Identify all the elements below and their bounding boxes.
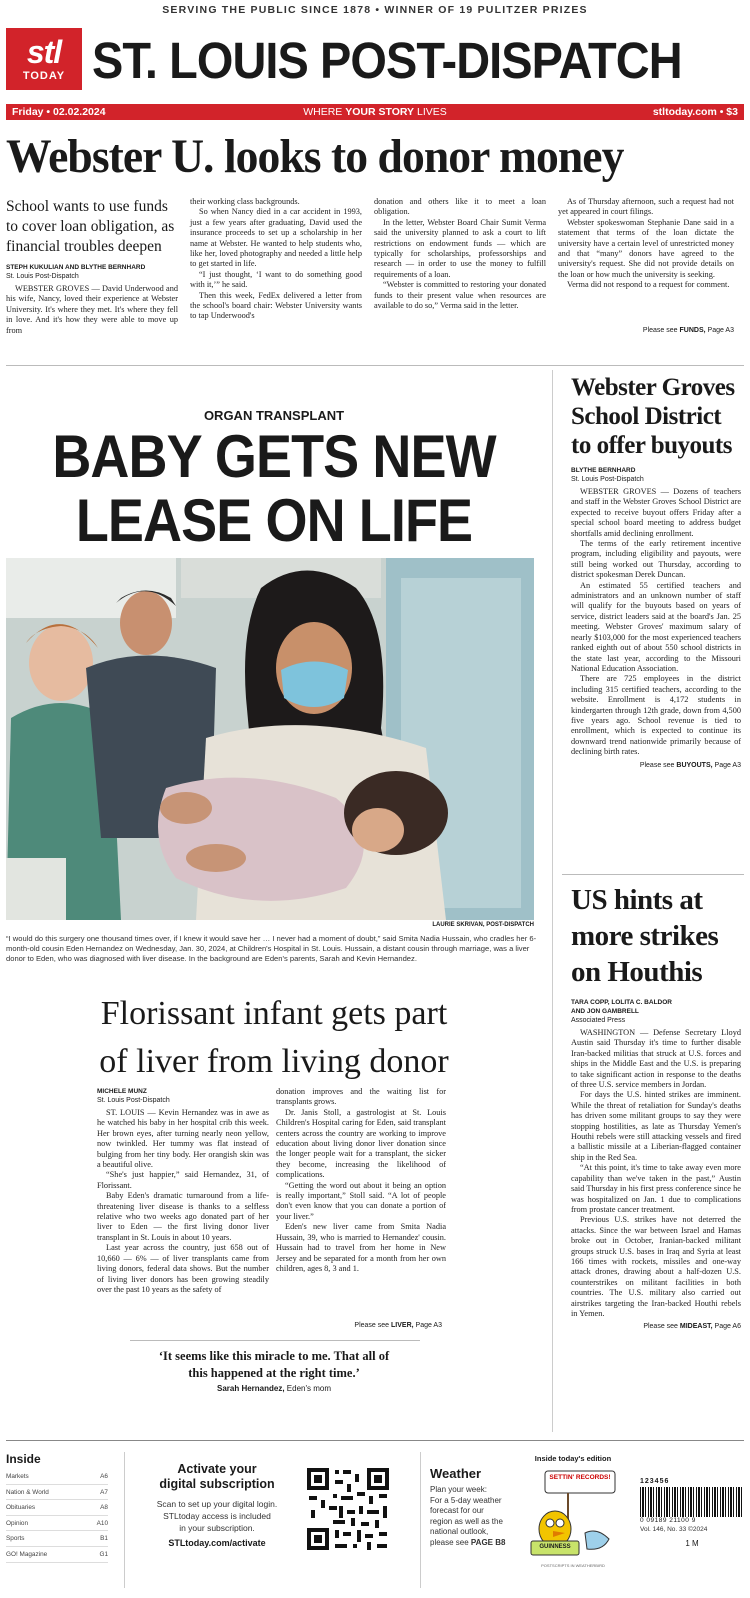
- issue-date: Friday • 02.02.2024: [12, 106, 106, 118]
- inside-index: [6, 1452, 108, 1563]
- edition-promo[interactable]: [523, 1454, 623, 1568]
- pull-quote: ‘It seems like this miracle to me. That all of this happened at the right time.’: [158, 1349, 390, 1380]
- side2-story: [571, 882, 741, 1330]
- feature-photo[interactable]: [6, 558, 534, 920]
- top-tagline: SERVING THE PUBLIC SINCE 1878 • WINNER OF 19 PULITZER PRIZES: [162, 4, 588, 16]
- edition-title: Inside today's edition: [534, 1454, 612, 1463]
- side2-body: WASHINGTON — Defense Secretary Lloyd Austin said Thursday it's time to further disable Iran-backed militias that struck at U.S. forces and ships in the Middle East and the U.S. is preparing to take significant action in response to the deaths of three U.S. service members in Jordan. For days the U.S. hinted strikes are imminent. While the threat of retaliation for Sunday's deaths has driven some militant groups to say they were stopping hostilities, as late as Thursday Yemen's Houthi rebels were still attacking vessels and fired a ballistic missile at a Liberian-flagged container ship in the Red Sea. “At this point, it's time to take away even more capability than we've taken in the past,” Austin said Thursday in his first press conference since he was hospitalized on Jan. 1 due to complications from prostate cancer treatment. Previous U.S. strikes have not deterred the attacks. Since the war between Israel and Hamas broke out in October, Iranian-backed militant groups struck U.S. bases in Iraq and Syria at least 166 times with rockets, missiles and one-way attack drones, drawing about a half-dozen U.S. counterstrikes on militant facilities in both countries. The U.S. military also carried out airstrikes targeting the Iran-backed Houthi rebels in Yemen.: [571, 1028, 741, 1318]
- index-row[interactable]: Sports B1: [6, 1531, 108, 1547]
- column-divider: [552, 370, 553, 1432]
- barcode-block: [640, 1478, 744, 1548]
- feature-subhead[interactable]: Florissant infant gets part of liver from living donor: [99, 995, 449, 1080]
- weather-text: Plan your week: For a 5-day weather forecast for our region as well as the national outlook, please see PAGE B8: [430, 1485, 506, 1547]
- lead-col2: their working class backgrounds. So when Nancy died in a car accident in 1993, just a few years after graduating, David used the insurance proceeds to set up a scholarship in her name at Webster. He wanted to help students who, like her, loved photography and needed a little help to get started in life. “I just thought, ‘I want to do something good with it,’” he said. Then this week, FedEx delivered a letter from the school's board chair: Webster University wants to tap Underwood's: [190, 197, 362, 321]
- logo-stl-text: stl: [26, 34, 62, 70]
- lead-deck: School wants to use funds to cover loan obligation, as financial troubles deepen: [6, 198, 175, 255]
- photo-credit: LAURIE SKRIVAN, POST-DISPATCH: [432, 922, 534, 928]
- feature-kicker: ORGAN TRANSPLANT: [203, 408, 345, 423]
- index-row[interactable]: Nation & World A7: [6, 1485, 108, 1501]
- feature-byline: MICHELE MUNZ: [97, 1088, 147, 1095]
- edition-caption: POSTSCRIPTS IN WEATHERBIRD: [541, 1563, 605, 1568]
- index-row[interactable]: Opinion A10: [6, 1516, 108, 1532]
- lead-col4: As of Thursday afternoon, such a request had not yet appeared in court filings. Webster spokeswoman Stephanie Dane said in a statement that terms of the loan dictate the university have a certain level of unrestricted money and that “many” donors have agreed to the university's request. She did not provide details on the loan or how much the university is seeking. Verma did not respond to a request for comment.: [558, 197, 734, 290]
- index-row[interactable]: Markets A6: [6, 1469, 108, 1485]
- quote-rule: [130, 1340, 420, 1341]
- photo-caption: “I would do this surgery one thousand times over, if I knew it would save her … I never had a moment of doubt,” said Smita Nadia Hussain, who cradles her 6-month-old cousin Eden Hernandez on Wednesday, Jan. 30, 2024, at Children's Hospital in St. Louis. Hussain, a distant cousin through marriage, was a liver donor to Eden, who was diagnosed with liver disease. In the background are Eden's parents, Sarah and Kevin Hernandez.: [6, 934, 537, 964]
- volume-number: Vol. 146, No. 33 ©2024: [640, 1526, 708, 1533]
- tagline: WHERE YOUR STORY LIVES: [303, 106, 447, 118]
- feature-headline[interactable]: BABY GETS NEW LEASE ON LIFE: [52, 423, 496, 554]
- edition-code: 1 M: [685, 1539, 699, 1548]
- activate-title: Activate your digital subscription: [159, 1462, 275, 1491]
- activate-promo[interactable]: [132, 1462, 302, 1548]
- barcode: [640, 1487, 744, 1517]
- lead-col3: donation and others like it to meet a loan obligation. In the letter, Webster Board Chair Sumit Verma said the university planned to ask a court to lift restrictions on endowment funds — which are typically for scholarships, professorships and research — in order to use the money to fulfill requirements of a loan. “Webster is committed to restoring your donated funds to their present value when resources are available to do so,” Verma said in the letter.: [374, 197, 546, 311]
- side-divider: [562, 874, 744, 875]
- logo-today-text: TODAY: [22, 70, 66, 82]
- barcode-digits: 0 09189 21100 9: [640, 1517, 696, 1524]
- side2-byline: TARA COPP, LOLITA C. BALDOR AND JON GAMBRELL: [571, 999, 672, 1015]
- feature-byline-block: [97, 1087, 269, 1295]
- side1-affiliation: St. Louis Post-Dispatch: [571, 476, 644, 483]
- index-row[interactable]: Obituaries A8: [6, 1500, 108, 1516]
- date-bar: [6, 104, 744, 120]
- side1-byline: BLYTHE BERNHARD: [571, 467, 636, 474]
- side1-headline[interactable]: Webster Groves School District to offer buyouts: [571, 374, 735, 459]
- feature-jump[interactable]: Please see LIVER, Page A3: [354, 1322, 442, 1329]
- weather-title: Weather: [430, 1466, 482, 1481]
- footer-divider: [124, 1452, 125, 1588]
- masthead: ST. LOUIS POST-DISPATCH: [92, 32, 682, 89]
- side2-affiliation: Associated Press: [571, 1017, 626, 1024]
- lead-byline-block: [6, 263, 178, 336]
- side2-jump[interactable]: Please see MIDEAST, Page A6: [643, 1323, 741, 1331]
- lead-col1: WEBSTER GROVES — David Underwood and his wife, Nancy, loved their experience at Webster University. It's where they met. It's where they fell in love. And it's how they were able to move up from: [6, 284, 178, 335]
- feature-affiliation: St. Louis Post-Dispatch: [97, 1097, 170, 1104]
- pull-quote-attribution: Sarah Hernandez, Eden's mom: [216, 1384, 331, 1393]
- side1-body: WEBSTER GROVES — Dozens of teachers and staff in the Webster Groves School District are expected to receive buyout offers Friday after a special school board meeting to address budget shortfalls amid declining enrollment. The terms of the early retirement incentive program, including eligibility and payouts, were still being worked out Thursday, according to district spokesman Derek Duncan. An estimated 55 certified teachers and administrators and an unknown number of staff will qualify for the buyouts based on years of service, district leaders said at the board's Jan. 25 meeting. Webster Groves' maximum salary of nearly $103,000 for the most experienced teachers ranked eighth out of about 550 school districts in the state last year, according to the Missouri National Education Association. There are 725 employees in the district including 315 certified teachers, according to the website. Enrollment is 4,172 students in kindergarten through 12th grade, down from 4,500 five years ago. School revenue is tied to enrollment, which is expected to continue its downward trend nationwide primarily because of declining birth rates.: [571, 487, 741, 757]
- edition-sign: SETTIN' RECORDS!: [549, 1474, 611, 1481]
- activate-text: Scan to set up your digital login. STLtoday access is included in your subscription.: [156, 1499, 278, 1533]
- weather-promo[interactable]: [430, 1466, 515, 1548]
- side1-jump[interactable]: Please see BUYOUTS, Page A3: [639, 761, 741, 769]
- lead-jump[interactable]: Please see FUNDS, Page A3: [642, 327, 734, 334]
- section-divider: [6, 365, 744, 366]
- qr-code[interactable]: [305, 1466, 391, 1552]
- footer-divider: [420, 1452, 421, 1588]
- side1-story: [571, 373, 741, 769]
- inside-title: Inside: [6, 1452, 41, 1466]
- weatherbird-graphic: [525, 1467, 621, 1563]
- barcode-top: 123456: [640, 1478, 670, 1485]
- site-price: stltoday.com • $3: [652, 106, 738, 118]
- footer-rule: [6, 1440, 744, 1441]
- hospital-room-illustration: [6, 558, 534, 920]
- feature-col2: donation improves and the waiting list for transplants grows. Dr. Janis Stoll, a gastrologist at St. Louis Children's Hospital caring for Eden, said transplant centers across the country are working to improve education about living donor liver donation since the longer people wait for a transplant, the sicker they become, increasing the likelihood of complications. “Getting the word out about it being an option is really important,” Stoll said. “A lot of people don't even know that you can donate a portion of your liver.” Eden's new liver came from Smita Nadia Hussain, 39, who is married to Hernandez' cousin. Hussain had to travel from her home in New Jersey and be separated for a month from her own children, ages 8, 3 and 1.: [276, 1087, 446, 1273]
- activate-url[interactable]: STLtoday.com/activate: [168, 1538, 266, 1548]
- feature-col1: ST. LOUIS — Kevin Hernandez was in awe as he watched his baby in her hospital crib this week. Her brown eyes, after turning nearly neon yellow, now twinkled. Her tummy was flat instead of bulging from her tiny body. Her orangish skin was a beautiful olive. “She's just happier,” said Hernandez, 31, of Florissant. Baby Eden's dramatic turnaround from a life-threatening liver disease is thanks to a selfless relative who two weeks ago donated part of her liver to Eden — the first living donor liver transplant in St. Louis in about 10 years. Last year across the country, just 658 out of 10,660 — 6% — of liver transplants came from living donors, federal data shows. But the number of living liver donors has been growing steadily over the past 10 years as the safety of: [97, 1108, 269, 1294]
- qr-code-icon: [305, 1466, 391, 1552]
- edition-badge: GUINNESS: [539, 1544, 571, 1550]
- lead-headline[interactable]: Webster U. looks to donor money: [6, 130, 624, 183]
- stltoday-logo[interactable]: [6, 28, 82, 90]
- lead-affiliation: St. Louis Post-Dispatch: [6, 273, 79, 280]
- side2-headline[interactable]: US hints at more strikes on Houthis: [571, 884, 719, 988]
- index-row[interactable]: GO! Magazine G1: [6, 1547, 108, 1563]
- lead-byline: STEPH KUKULIAN AND BLYTHE BERNHARD: [6, 264, 146, 271]
